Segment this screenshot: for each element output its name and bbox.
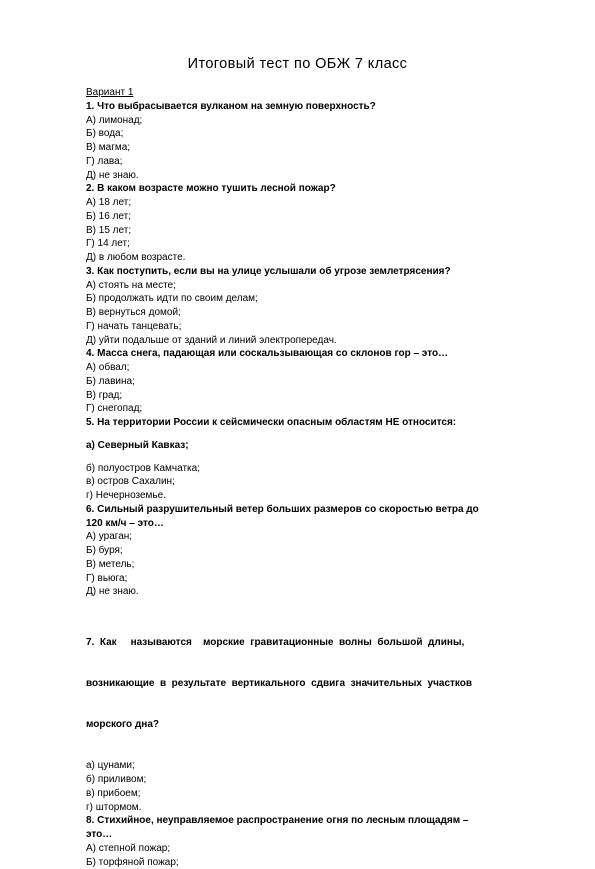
answer-option: б) полуостров Камчатка;	[86, 462, 526, 476]
answer-option: Г) вьюга;	[86, 572, 526, 586]
question-2: 2. В каком возрасте можно тушить лесной пожар?	[86, 182, 526, 196]
answer-option: Д) не знаю.	[86, 169, 526, 183]
answer-option: В) 15 лет;	[86, 224, 526, 238]
answer-option: в) остров Сахалин;	[86, 475, 526, 489]
answer-option: Г) начать танцевать;	[86, 320, 526, 334]
answer-option: А) ураган;	[86, 530, 526, 544]
question-5: 5. На территории России к сейсмически опасным областям НЕ относится:	[86, 416, 526, 430]
question-3: 3. Как поступить, если вы на улице услышали об угрозе землетрясения?	[86, 265, 526, 279]
answer-option: а) цунами;	[86, 759, 526, 773]
question-4: 4. Масса снега, падающая или соскальзывающая со склонов гор – это…	[86, 347, 526, 361]
page-title: Итоговый тест по ОБЖ 7 класс	[0, 56, 595, 72]
answer-option: б) приливом;	[86, 773, 526, 787]
answer-option: В) магма;	[86, 141, 526, 155]
question-8-line: 8. Стихийное, неуправляемое распространение огня по лесным площадям –	[86, 814, 526, 828]
question-1: 1. Что выбрасывается вулканом на земную поверхность?	[86, 100, 526, 114]
answer-option: Б) торфяной пожар;	[86, 856, 526, 869]
question-7-line: 7. Как называются морские гравитационные волны большой длины,	[86, 636, 526, 650]
answer-option: в) прибоем;	[86, 787, 526, 801]
answer-option: А) стоять на месте;	[86, 279, 526, 293]
answer-option: Д) уйти подальше от зданий и линий электропередач.	[86, 334, 526, 348]
answer-option: Б) 16 лет;	[86, 210, 526, 224]
answer-option: Д) не знаю.	[86, 585, 526, 599]
answer-option: В) град;	[86, 389, 526, 403]
question-8-line: это…	[86, 828, 526, 842]
answer-option: Г) лава;	[86, 155, 526, 169]
answer-option: А) степной пожар;	[86, 842, 526, 856]
question-7-line: возникающие в результате вертикального сдвига значительных участков	[86, 677, 526, 691]
question-7-line: морского дна?	[86, 718, 526, 732]
answer-option: г) Нечерноземье.	[86, 489, 526, 503]
question-6	[86, 503, 526, 531]
question-7	[86, 608, 526, 759]
answer-option: Б) буря;	[86, 544, 526, 558]
answer-option: Б) продолжать идти по своим делам;	[86, 292, 526, 306]
answer-option: А) лимонад;	[86, 114, 526, 128]
answer-option: Б) лавина;	[86, 375, 526, 389]
question-8	[86, 814, 526, 842]
answer-option: Д) в любом возрасте.	[86, 251, 526, 265]
question-6-line: 6. Сильный разрушительный ветер больших размеров со скоростью ветра до	[86, 503, 526, 517]
answer-option: В) вернуться домой;	[86, 306, 526, 320]
answer-option: А) обвал;	[86, 361, 526, 375]
answer-option: А) 18 лет;	[86, 196, 526, 210]
answer-option: а) Северный Кавказ;	[86, 439, 526, 453]
question-6-line: 120 км/ч – это…	[86, 517, 526, 531]
answer-option: г) штормом.	[86, 801, 526, 815]
variant-heading: Вариант 1	[86, 86, 526, 100]
answer-option: Г) снегопад;	[86, 402, 526, 416]
answer-option: В) метель;	[86, 558, 526, 572]
answer-option: Б) вода;	[86, 127, 526, 141]
test-content	[86, 86, 526, 869]
answer-option: Г) 14 лет;	[86, 237, 526, 251]
